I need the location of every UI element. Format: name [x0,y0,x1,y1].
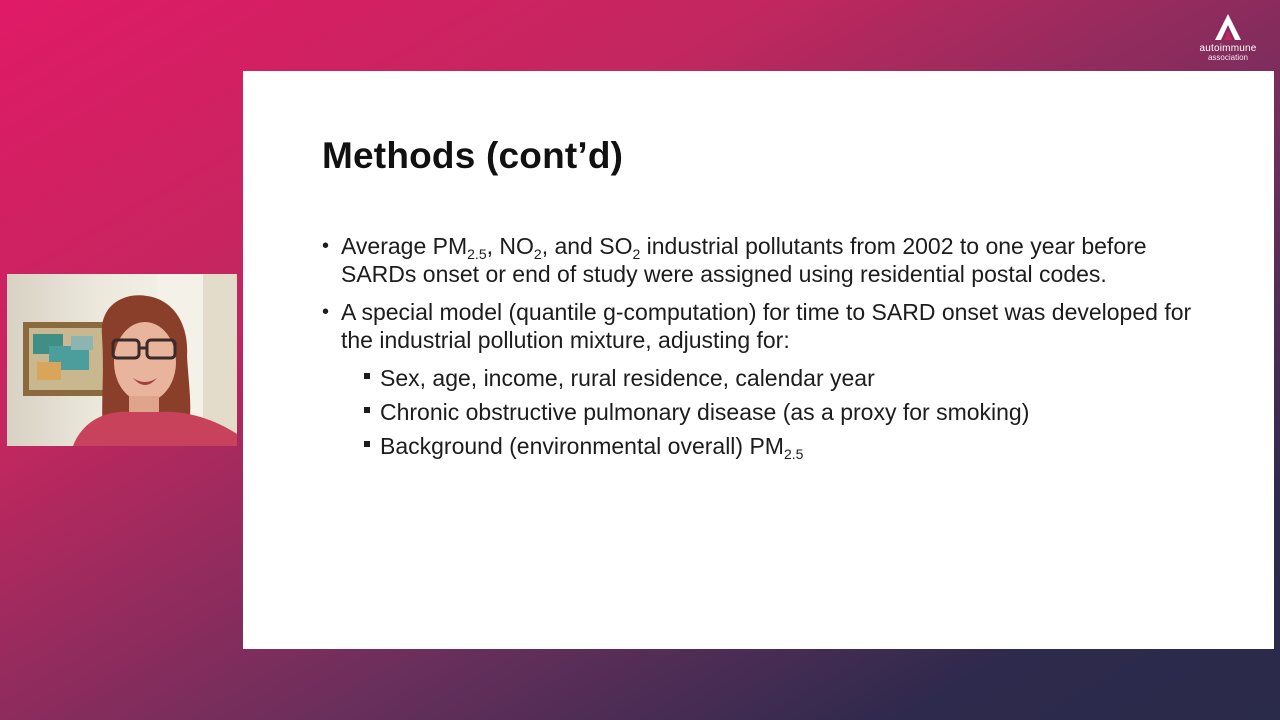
sub-bullet-demographics [322,364,1202,392]
presentation-slide [243,71,1274,649]
wall-painting [23,322,109,396]
speaker-video-frame [7,274,237,446]
bullet1-mid2: , and SO [541,233,633,259]
bullet-model [322,298,1202,354]
bullet-pollutants [322,232,1202,288]
speaker-face [114,322,176,402]
bullet1-sub-no: 2 [533,246,542,262]
logo-mark-icon [1213,12,1243,42]
sub-bullet1-text: Sex, age, income, rural residence, calendar year [380,365,875,391]
slide-title: Methods (cont’d) [322,135,624,176]
sub-bullet3-sub: 2.5 [783,446,804,462]
logo-name: autoimmune [1199,43,1257,54]
autoimmune-association-logo [1192,12,1264,68]
bullet1-mid1: , NO [486,233,534,259]
bullet-list [322,232,1202,466]
bullet2-text: A special model (quantile g-computation) for time to SARD onset was developed for the industrial pollution mixture, adjusting for: [341,299,1192,353]
bullet1-sub-pm: 2.5 [467,246,487,262]
speaker-webcam-video [7,274,237,446]
sub-bullet-copd [322,398,1202,426]
sub-bullet-background-pm [322,432,1202,460]
bullet1-pre: Average PM [341,233,468,259]
logo-subtitle: association [1207,53,1249,62]
sub-bullet2-text: Chronic obstructive pulmonary disease (as a proxy for smoking) [380,399,1030,425]
sub-bullet3-text: Background (environmental overall) PM [380,433,784,459]
bullet1-post: industrial pollutants from 2002 to one year before SARDs onset or end of study were assigned using residential postal codes. [341,233,1147,287]
bullet1-sub-so: 2 [632,246,641,262]
